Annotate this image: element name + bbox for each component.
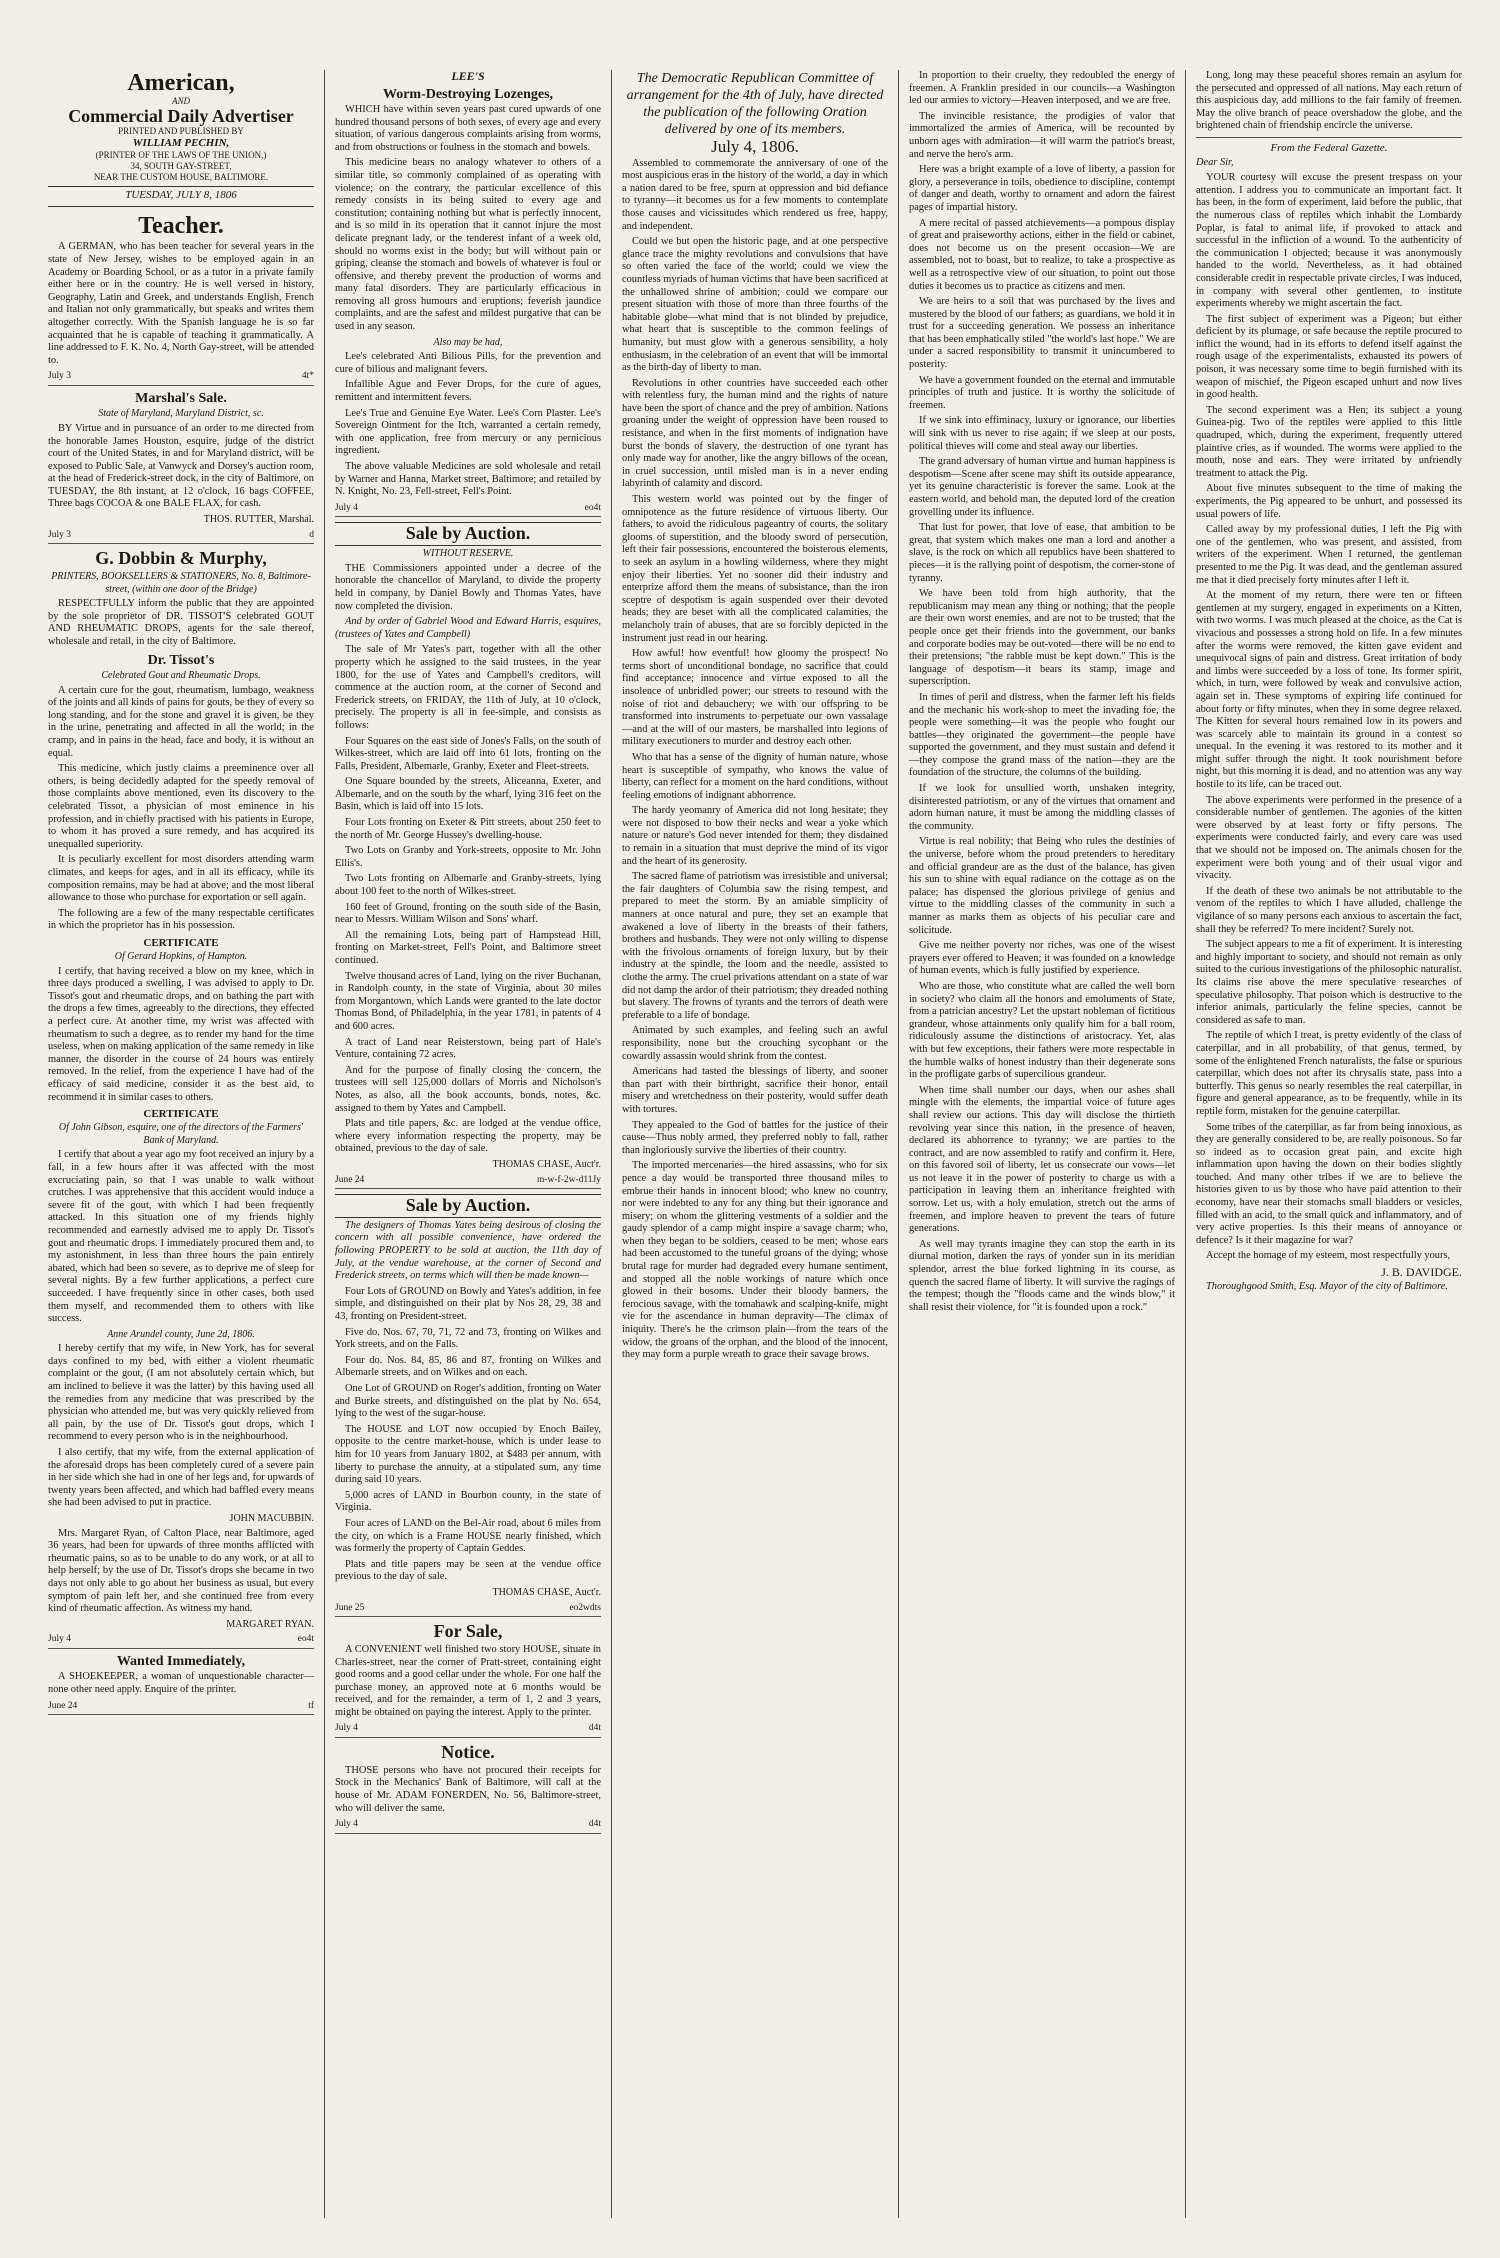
oration-date: July 4, 1806. [711,137,799,156]
oration-cont-p14: Give me neither poverty nor riches, was one of the wisest prayers ever offered to Heaven; it was founded on a knowledge of human events, which is fully justified by experience. [909,940,1175,977]
lozenges-body-1: WHICH have within seven years past cured upwards of one hundred thousand persons of both sexes, of every age and every situation, of various dangerous complaints arising from worms, and from obstructions or foulness in the stomach and bowels. [335,103,601,153]
lozenges-body-4: Infallible Ague and Fever Drops, for the cure of agues, remittent and intermittent fevers. [335,379,601,404]
auction-1-body-7: Two Lots fronting on Albemarle and Granby-streets, lying about 100 feet to the north of Wilkes-street. [335,873,601,898]
auction-1-date: June 24 [335,1174,365,1185]
tissot-body-1: A certain cure for the gout, rheumatism, lumbago, weakness of the joints and all kinds of pains for gouts, be they of every so long standing, and for the stone and gravel it is given, be they in the urine, penetrating and affected in all the world; in the cramp, and in pains in the head, face and body, it is without an equal. [48,684,314,759]
oration-cont-p10: We have been told from high authority, that the republicanism may mean any thing or nothing; that the people are their own worst enemies, and are not to be trusted; that the people once get their friends into the government, our banks and corporate bodies may be out-voted—there will be no end to their pretensions; "the rabble must be kept down." This is the language of despotism—it bears its stamp, image and superscription. [909,588,1175,688]
column-5 [1186,70,1472,2218]
oration-p5: How awful! how eventful! how gloomy the prospect! No terms short of unconditional bondage, no sacrifice that could find acceptance; innocence and virtue exposed to all the insolence of unbridled power; our streets to resound with the noise of riot and debauchery; we with our offspring to be transformed into instruments to perpetuate our own vassalage—and at the will of our masters, be marshalled into legions of military executioners to murder and destroy each other. [622,648,888,748]
auction-1-body-13: Plats and title papers, &c. are lodged at the vendue office, where every information respecting the property, may be obtained, previous to the day of sale. [335,1118,601,1155]
column-1 [38,70,325,2218]
oration-cont-p17: As well may tyrants imagine they can stop the earth in its diurnal motion, darken the rays of yonder sun in its meridian splendor, arrest the blue forked lightning in its course, as quench the sacred flame of liberty. It will survive the ragings of the tempest; though the "floods came and the winds blow," it shall resist their violence, for "it is founded upon a rock." [909,1238,1175,1313]
marshal-heading: Marshal's Sale. [135,390,227,406]
marshal-body: BY Virtue and in pursuance of an order to me directed from the honorable James Houston, esquire, judge of the district court of the United States, in and for Maryland district, will be exposed to Public Sale, at Vanwyck and Dorsey's auction room, at the head of Frederick-street dock, in the city of Baltimore, on TUESDAY, the 8th instant, at 12 o'clock, 16 bags COFFEE, Three bags COCOA & one BALE FLAX, for cash. [48,422,314,510]
auction-2-body-8: Four acres of LAND on the Bel-Air road, about 6 miles from the city, on which is a Frame HOUSE nearly finished, which was formerly the property of Captain Geddes. [335,1517,601,1555]
oration-cont-p11: In times of peril and distress, when the farmer left his fields and the mechanic his work-shop to meet the invading foe, the people were something—it was the people who fought our battles—they originated the government—the people have supported the government, and they must sustain and defend it—they compose the grand mass of the nation—they are the foundation of the structure, the columns of the building. [909,691,1175,779]
oration-cont-p13: Virtue is real nobility; that Being who rules the destinies of the universe, before whom the proud pretenders to hereditary and official grandeur are as the dust of the balance, has given his sun to shine with equal radiance on the cottage as on the palace; has dispensed the glorious privilege of genius and virtue to the middling classes of the community in such a manner as marks them as objects of his peculiar care and solicitude. [909,836,1175,936]
auction-1-body-10: Twelve thousand acres of Land, lying on the river Buchanan, in Randolph county, in the state of Virginia, about 30 miles from Morgantown, which Lands were granted to the late doctor Thomas Bond, of Philadelphia, in the year 1781, in patents of 4 and 600 acres. [335,970,601,1032]
auction-1-heading: Sale by Auction. [335,522,601,546]
oration-end-p1: Long, long may these peaceful shores remain an asylum for the persecuted and oppressed of all nations. May each return of this auspicious day, add millions to the fair family of freemen. May the olive branch of peace overshadow the globe, and the brightened chain of friendship encircle the universe. [1196,70,1462,132]
masthead-address: 34, SOUTH GAY-STREET, [130,161,232,171]
auction-1-body-3: Four Squares on the east side of Jones's Falls, on the south of Wilkes-street, which are laid off into 61 lots, fronting on the Falls, President, Albemarle, Granby, Exeter and Fleet-streets. [335,735,601,772]
oration-cont-p9: That lust for power, that love of ease, that ambition to be great, that system which makes one man a lord and another a slave, is the rock on which all republics have been shattered to pieces—it is the rallying point of despotism, the corner-stone of tyranny. [909,522,1175,584]
column-3 [612,70,899,2218]
certificate-2-heading: CERTIFICATE [143,1108,219,1121]
oration-cont-p15: Who are those, who constitute what are called the well born in society? who claim all the honors and emoluments of State, from a patrician ancestry? Let the upstart nobleman of fictitious grandeur, whose attainments only qualify him for a ball room, ridiculously assume the distinctions of aristocracy. Yet, alas with but few exceptions, their fathers were more respectable in the humble walks of honest industry than their degenerate sons in the profligate garbs of supercilious grandeur. [909,980,1175,1081]
auction-2-body-9: Plats and title papers may be seen at the vendue office previous to the day of sale. [335,1558,601,1583]
auction-1-code: m-w-f-2w-d11Jy [536,1174,601,1185]
oration-cont-p4: A mere recital of passed atchievements—a pompous display of great and praiseworthy actions, either in the field or cabinet, does not become us on the present occasion—We are assembled, not to boast, but to realize, to take a prospective as well as a retrospective view of our situation, to point out those duties it becomes us to practice as citizens and men. [909,217,1175,292]
lozenges-body-6: The above valuable Medicines are sold wholesale and retail by Warner and Hanna, Market street, Baltimore; and retailed by N. Knight, No. 23, Fell-street, Fell's Point. [335,461,601,498]
auction-2-heading: Sale by Auction. [335,1194,601,1218]
tissot-date-row [48,1633,314,1649]
certificate-1-body: I certify, that having received a blow on my knee, which in three days produced a swelling, I was advised to apply to Dr. Tissot's gout and rheumatic drops, and on bathing the part with the drops a few times, agreeably to the directions, they effected a perfect cure. At another time, my wrist was affected with rheumatism to such a degree, as to render my hand for the time useless, when on making application of the same remedy in like manner, the disorder in the course of 24 hours was entirely removed. In the relief, from the experience I have had of the efficacy of said medicine, consider it as the best aid, to recommend it in similar cases to others. [48,965,314,1103]
auction-2-code: eo2wdts [569,1602,601,1613]
forsale-heading: For Sale, [433,1621,503,1642]
certificate-1-heading: CERTIFICATE [143,936,219,949]
auction-1-body-4: One Square bounded by the streets, Aliceanna, Exeter, and Albemarle, and on the south by the wharf, lying 316 feet on the Basin, which is laid off into 15 lots. [335,776,601,813]
notice-code: d4t [588,1819,601,1830]
dobbin-sub: PRINTERS, BOOKSELLERS & STATIONERS, No. 8, Baltimore-street, (within one door of the Bridge) [51,571,311,595]
auction-2-body-4: Four do. Nos. 84, 85, 86 and 87, fronting on Wilkes and Albemarle streets, and on Wilkes and on each. [335,1354,601,1379]
certificate-5-body: Mrs. Margaret Ryan, of Calton Place, near Baltimore, aged 36 years, had been for upwards of three months afflicted with rheumatic pains, so as to be unable to do any work, or at all to help herself; by the use of Dr. Tissot's drops she became in two days not only able to go about her business as usual, but every symptom of pain left her, and she continued free from every kind of rheumatic affection. As witness my hand. [48,1527,314,1615]
auction-2-signer: THOMAS CHASE, Auct'r. [492,1586,601,1598]
tissot-heading: Dr. Tissot's [147,652,215,668]
auction-1-body-11: A tract of Land near Reisterstown, being part of Hale's Venture, containing 72 acres. [335,1036,601,1061]
letter-p8: The above experiments were performed in the presence of a considerable number of gentlemen. The agonies of the kitten were observed by at least forty or fifty persons. The experiments were conducted fairly, and every care was used that we should not be imposed on. The animals chosen for the experiment were both young and of their usual vigor and vivacity. [1196,794,1462,882]
oration-p1: Assembled to commemorate the anniversary of one of the most auspicious eras in the history of the world, a day in which a nation dared to be free, spurn at oppression and bid defiance to tyranny—it becomes us for a few moments to contemplate those causes and vicissitudes which rendered us free, happy, and independent. [622,157,888,232]
lozenges-date-row [335,502,601,518]
dobbin-heading: G. Dobbin & Murphy, [95,548,267,569]
tissot-body-4: The following are a few of the many respectable certificates in which the proprietor has in his possession. [48,907,314,932]
certificate-4-body: I also certify, that my wife, from the external application of the aforesaid drops has been completely cured of a severe pain in her side which she had in one of her legs and, for upwards of twenty years been affected, and which had baffled every means she had been advised to put in practice. [48,1447,314,1509]
auction-1-body-5: Four Lots fronting on Exeter & Pitt streets, about 250 feet to the north of Mr. George Hussey's dwelling-house. [335,817,601,841]
auction-1-body-1: THE Commissioners appointed under a decree of the honorable the chancellor of Maryland, to divide the property held in company, by Daniel Bowly and Thomas Yates, have now completed the division. [335,562,601,612]
letter-salutation: Dear Sir, [1196,156,1234,168]
tissot-date: July 4 [48,1634,71,1645]
auction-1-body-2: The sale of Mr Yates's part, together with all the other property which he assigned to the said trustees, in the year 1800, for the use of Yates and Campbell's creditors, will commence at the auction room, at the corner of Second and Frederick streets, on FRIDAY, the 11th of July, at 10 o'clock, precisely. The property is all in fee-simple, and consists as follows: [335,644,601,731]
lees-title: LEE'S [451,70,485,83]
certificate-2-sub: Of John Gibson, esquire, one of the directors of the Farmers' Bank of Maryland. [58,1122,304,1146]
auction-1-sub: WITHOUT RESERVE. [422,548,514,560]
forsale-date-row [335,1722,601,1738]
certificate-1-sub: Of Gerard Hopkins, of Hampton. [114,950,248,962]
auction-1-body-8: 160 feet of Ground, fronting on the south side of the Basin, near to Messrs. William Wilson and Sons' wharf. [335,901,601,926]
letter-source: From the Federal Gazette. [1270,141,1388,154]
oration-intro: The Democratic Republican Committee of arrangement for the 4th of July, have directed the publication of the following Oration delivered by one of its members. [626,71,884,137]
marshal-sub: State of Maryland, Maryland District, sc. [98,408,264,420]
oration-cont-p2: The invincible resistance, the prodigies of valor that immortalized the armies of America, will be recounted by unborn ages with admiration—it will warm the patriot's breast, and nerve the hero's arm. [909,110,1175,160]
letter-p6: Called away by my professional duties, I left the Pig with one of the gentlemen, who was present, and assisted, from writers of the experiment. When I returned, the gentleman presented to me the Pig. It was dead, and the gentleman assured me that it died precisely forty minutes after I left it. [1196,524,1462,586]
auction-2-body-7: 5,000 acres of LAND in Bourbon county, in the state of Virginia. [335,1489,601,1514]
letter-p10: The subject appears to me a fit of experiment. It is interesting and highly important to society, and should not remain as only suited to the curious investigations of the philosophic naturalist. Its claims rise above the mere speculative researches of speculative philosophy. That poison which is destructive to the inferior animals, particularly the feline species, cannot be considered as safe to man. [1196,939,1462,1026]
masthead-publisher: WILLIAM PECHIN, [132,137,230,149]
notice-date-row [335,1818,601,1834]
marshal-date-row [48,529,314,545]
wanted-date-row [48,1700,314,1716]
lozenges-code: eo4t [584,502,601,513]
tissot-body-2: This medicine, which justly claims a preeminence over all others, is being decidedly adapted for the speedy removal of those complaints above mentioned, even its discovery to the celebrated Tissot, a physician of most eminence in his profession, and in chiefly practised with his patients in Europe, to whom it has proved a sure remedy, and has acquired its unequalled superiority. [48,763,314,850]
divider [1196,137,1462,138]
teacher-body: A GERMAN, who has been teacher for several years in the state of New Jersey, wishes to be employed again in an Academy or Boarding School, or as a tutor in a private family either here or in the country. He is well versed in history, Geography, Latin and Greek, and understands English, French and Italian not only grammatically, but speaks and writes them altogether correctly. With the Spanish language he is so far acquainted that he is capable of teaching it grammatically. A line addressed to F. K. No. 4, North Gay-street, will be attended to. [48,241,314,366]
marshal-code: d [309,529,314,540]
letter-p4: The second experiment was a Hen; its subject a young Guinea-pig. Two of the reptiles were applied to this little quadruped, which, during the experiment, frequently uttered plaintive cries, as if wounded. The worms were applied to the mouth, nose and ears. They were irritated by unfriendly treatment to attack the Pig. [1196,404,1462,479]
letter-p11: The reptile of which I treat, is pretty evidently of the class of caterpillar, and in all probability, of that genus, termed, by some of the enlightened French naturalists, the false or spurious caterpillar, which does not after its chrysalis state, pass into a butterfly. This genus so nearly resembles the real caterpillar, in figure and general appearance, as to be frequently, while in its reptile form, mistaken for the genuine caterpillar. [1196,1030,1462,1117]
column-4 [899,70,1186,2218]
oration-cont-p16: When time shall number our days, when our ashes shall mingle with the elements, the impartial voice of future ages shall review our actions. This day will disclose the thirtieth revolving year since this nation, in the presence of heaven, declared its abhorrence to tyranny; we are parties to the contract, and are now assembled to ratify and confirm it. Here, on this favored soil of liberty, let us consecrate our vows—let us not leave it in the power of posterity to charge us with a participation in leaving them an inheritance freighted with sorrow. Let us, with a holy emulation, stretch out the arms of freemen, and implore heaven to prevent the tears of future generations. [909,1084,1175,1235]
masthead-date: TUESDAY, JULY 8, 1806 [48,186,314,202]
lozenges-heading: Worm-Destroying Lozenges, [382,86,554,102]
lozenges-body-2: This medicine bears no analogy whatever to others of a similar title, so commonly complained of as operating with violence; on the contrary, the particular excellence of this remedy consists in its being suited to every age and constitution; containing nothing but what is perfectly innocent, and is so mild in its operation that it cannot injure the most delicate pregnant lady, or the tenderest infant of a week old, should no worms exist in the body; but will without pain or griping, cleanse the stomach and bowels of whatever is foul or offensive, and thereby prevent the production of worms and many fatal disorders. They are particularly efficacious in removing all gross humours and eruptions; feverish jaundice complaints, and are the safest and mildest purgative that can be used in any season. [335,157,601,333]
oration-cont-p5: We are heirs to a soil that was purchased by the lives and mustered by the blood of our fathers; as guardians, we hold it in trust for a succeeding generation. We possess an inheritance that has been emphatically stiled "the world's last hope." We are under a sacred responsibility to transmit it unincumbered to posterity. [909,296,1175,371]
auction-2-date: June 25 [335,1602,365,1613]
oration-p6: Who that has a sense of the dignity of human nature, whose heart is susceptible of sympathy, who knows the value of liberty, can reflect for a moment on the hard conditions, without feeling emotions of indignant abhorrence. [622,751,888,801]
oration-p2: Could we but open the historic page, and at one perspective glance trace the mighty revolutions and convulsions that have so often varied the face of the world; could we view the countless myriads of human victims that have been sacrificed at the unhallowed shrine of ambition; could we compare our present situation with those of more than three fourths of the habitable globe—what mind that is not blinded by prejudice, what heart that is susceptible to the common feelings of humanity, but must glow with a generous sensibility, a holy enthusiasm, in the celebration of an event that will be immortal as the birth-day of liberty to man. [622,236,888,374]
oration-p9: Animated by such examples, and feeling such an awful responsibility, none but the crouching sycophant or the cowardly assassin would shrink from the contest. [622,1025,888,1062]
oration-p4: This western world was pointed out by the finger of omnipotence as the future residence of virtuous liberty. Our fathers, to avoid the ridiculous pageantry of courts, the solitary glooms of superstition, and the bloody sword of persecution, left their fair possessions, encountered the boisterous elements, to seek an asylum in a howling wilderness, where they might enjoy their liberties. Yet no sooner did their industry and enterprize afford them the means of subsistance, than the iron sceptre of despotism is again suspended over their devoted heads; they are beset with all the complicated calamities, the melancholy train of abuses, that are so forcibly depicted in the instrument just read in our hearing. [622,494,888,644]
auction-2-body-2: Four Lots of GROUND on Bowly and Yates's addition, in fee simple, and distinguished on their plat by Nos 28, 29, 38 and 43, fronting on President-street. [335,1285,601,1323]
teacher-heading: Teacher. [138,213,224,239]
letter-p13: Accept the homage of my esteem, most respectfully yours, [1206,1250,1451,1262]
oration-cont-p3: Here was a bright example of a love of liberty, a passion for glory, a perseverance in toils, obedience to discipline, contempt of danger and death, worthy to ornament and adorn the fairest pages of impartial history. [909,164,1175,213]
dobbin-body: RESPECTFULLY inform the public that they are appointed by the sole proprietor of DR. TISSOT'S celebrated GOUT AND RHEUMATIC DROPS, agents for the sale thereof, wholesale and retail, in the city of Baltimore. [48,598,314,648]
certificate-2-body: I certify that about a year ago my foot received an injury by a fall, in a few hours after it was affected with the most excruciating pain, so that I was unable to walk without crutches. I was apprehensive that this accident would induce a severe fit of the gout, with which I had been frequently attacked. In this situation one of my friends highly recommended and earnestly advised me to apply Dr. Tissot's gout and rheumatic drops. I immediately procured them and, to my astonishment, in less than three hours the pain entirely abated, which had been so severe, as to deprive me of sleep for several nights. By a few further applications, a perfect cure succeeded. I have frequently since in other cases, both used them myself, and recommended them to others with like success. [48,1149,314,1325]
auction-2-body-1: The designers of Thomas Yates being desirous of closing the concern with all possible convenience, have ordered the following PROPERTY to be sold at auction, the 11th day of July, at the vendue warehouse, at the corner of Second and Frederick streets, on terms which will then be made known— [335,1219,601,1282]
oration-p10: Americans had tasted the blessings of liberty, and sooner than part with their birthright, sacrifice their honor, entail misery and wretchedness on their posterity, would suffer death with tortures. [622,1066,888,1115]
teacher-date: July 3 [48,371,71,382]
oration-cont-p12: If we look for unsullied worth, unshaken integrity, disinterested patriotism, or any of the virtues that ornament and adorn human nature, it must be among the middling classes of the community. [909,783,1175,832]
letter-p7: At the moment of my return, there were ten or fifteen gentlemen at my surgery, engaged in experiments on a Kitten, with two worms. I was much pleased at the choice, as the Cat is vivacious and possesses a strong hold on life. In a few minutes after the worms were removed, the kitten gave evident and unequivocal signs of pain and distress. Great irritation of body and limbs were succeeded by a loss of tone. Its former spirit, which, in turn, were followed by weak and convulsive action, again set in. These symptoms of expiring life continued for about forty or fifty minutes, when they in some degree relaxed. The Kitten for several hours remained low in its powers and was scarcely able to maintain its ground in a contest so unequal. In the evening it was restored to its mother and it might suffer through the night. It took nourishment before night, but this morning it is dead, and no attention was any way hostile to its life, can be traced out. [1196,590,1462,791]
auction-1-order: And by order of Gabriel Wood and Edward Harris, esquires, (trustees of Yates and Campbell) [335,616,601,640]
oration-p3: Revolutions in other countries have succeeded each other with relentless fury, the human mind and the rights of nature have been the sport of chance and the prey of ambition. Nations groaning under the weight of oppression have been roused to resistance, and when in the first moments of indignation have burst the bonds of slavery, the destruction of one tyrant has only made way for another, like the angry billows of the ocean, in cruel succession, until misled man is in a never ending labyrinth of calamity and discord. [622,377,888,490]
signer-macubbin: JOHN MACUBBIN. [229,1513,314,1524]
wanted-date: June 24 [48,1700,78,1711]
auction-2-body-5: One Lot of GROUND on Roger's addition, fronting on Water and Burke streets, and distinguished on the plat by No. 654, lying to the west of the sugar-house. [335,1383,601,1420]
oration-p8: The sacred flame of patriotism was irresistible and universal; the fair daughters of Columbia saw the rising tempest, and prepared to meet the storm. By an amiable simplicity of manners at once natural and pure, they set an example that awakened a love of liberty in the breasts of their fathers, brothers and husbands. They were not only willing to dispense with the frivolous ornaments of foreign luxury, but by their industry at the spindle, the loom and the needle, assisted to clothe the army. The cruel privations attendant on a state of war did not damp the ardor of their patriotism; they dreaded nothing but slavery. The frowns of tyrants and the terrors of death were preferable to a life of bondage. [622,871,888,1021]
oration-cont-p8: The grand adversary of human virtue and human happiness is despotism—Scene after scene may shift its outside appearance, yet its genuine characteristic is forever the same. Look at the eastern world, and behold man, the deputed lord of the creation grovelling under its influence. [909,456,1175,518]
signer-ryan: MARGARET RYAN. [226,1618,314,1630]
oration-cont-p6: We have a government founded on the eternal and immutable principles of truth and justice. It is worthy the solicitude of freemen. [909,374,1175,411]
notice-body: THOSE persons who have not procured their receipts for Stock in the Mechanics' Bank of Baltimore, will call at the house of Mr. ADAM FONERDEN, No. 56, Baltimore-street, who will deliver the same. [335,1764,601,1814]
masthead [48,70,314,207]
letter-p2: YOUR courtesy will excuse the present trespass on your attention. I address you to communicate an important fact. It has been, in the form of experiment, laid before the public, that the numerous class of reptiles which inhabit the Lombardy Poplar, is fatal to animal life, if provoked to attack and successful in the infliction of a wound. To the authenticity of the communication I objected; because it was anonymously handed to the world. Nevertheless, as it had obtained considerable credit in respectable private circles, I was induced, in company with several other gentlemen, to institute experiments whereby we might ascertain the fact. [1196,172,1462,310]
column-2 [325,70,612,2218]
lozenges-also: Also may be had, [433,336,503,348]
masthead-near: NEAR THE CUSTOM HOUSE, BALTIMORE. [93,172,269,182]
notice-heading: Notice. [441,1742,495,1763]
auction-2-body-3: Five do. Nos. 67, 70, 71, 72 and 73, fronting on Wilkes and York streets, and on the Falls. [335,1326,601,1351]
masthead-and: AND [172,96,190,106]
wanted-heading: Wanted Immediately, [116,1653,246,1669]
marshal-signer: THOS. RUTTER, Marshal. [203,514,314,526]
letter-addressee: Thoroughgood Smith, Esq. Mayor of the city of Baltimore. [1206,1280,1448,1292]
tissot-body-3: It is peculiarly excellent for most disorders attending warm climates, and keeps for ages, and in all its efficacy, while its composition remains, may be had at above; and the most liberal allowance to those who purchase for exportation or sell again. [48,854,314,904]
masthead-printer-line: (PRINTER OF THE LAWS OF THE UNION,) [95,150,267,160]
lozenges-date: July 4 [335,502,358,513]
forsale-body: A CONVENIENT well finished two story HOUSE, situate in Charles-street, near the corner of Pratt-street, containing eight good rooms and a good cellar under the whole. For one half the purchase money, an approved note at 6 months would be received, and for the remainder, a term of 1, 2 and 3 years, might be obtained on paying the interest. Apply to the printer. [335,1643,601,1718]
oration-cont-p7: If we sink into effiminacy, luxury or ignorance, our liberties will sink with us never to rise again; if we sleep at our posts, political thieves will come and steal away our liberties. [909,415,1175,452]
teacher-date-row [48,370,314,386]
auction-1-body-6: Two Lots on Granby and York-streets, opposite to Mr. John Ellis's. [335,845,601,869]
letter-p5: About five minutes subsequent to the time of making the experiments, the Pig appeared to be unhurt, and possessed its usual powers of life. [1196,483,1462,520]
oration-p11: They appealed to the God of battles for the justice of their cause—Thus nobly armed, they preferred nobly to fall, rather than ingloriously survive the liberties of their country. [622,1119,888,1156]
letter-p3: The first subject of experiment was a Pigeon; but either deficient by its plumage, or safe because the reptile procured to inflict the wound, had in its efforts to defend itself against the rough usage of the experimentalists, exhausted its powers of poison, it was necessary some time to begin furnished with its weapon of mischief, the Pigeon escaped unhurt and now lives in good health. [1196,313,1462,401]
tissot-code: eo4t [297,1634,314,1645]
oration-cont-p1: In proportion to their cruelty, they redoubled the energy of freemen. A Franklin presided in our councils—a Washington led our armies to victory—Heaven interposed, and we are free. [909,70,1175,107]
certificate-3-body: I hereby certify that my wife, in New York, has for several days confined to my bed, with either a violent rheumatic complaint or the gout, (I am not absolutely certain which, but am inclined to believe it was the latter) by this having used all the remedies from any medicine that was prescribed by the physician who attended me, but was very quickly relieved from all pain, by the use of Dr. Tissot's gout drops, which I recommend to every person who is in the neighbourhood. [48,1343,314,1443]
wanted-code: tf [308,1700,314,1711]
auction-1-date-row [335,1174,601,1190]
lozenges-body-5: Lee's True and Genuine Eye Water. Lee's Corn Plaster. Lee's Sovereign Ointment for the Itch, warranted a certain remedy, with one application, free from mercury or any pernicious ingredient. [335,407,601,457]
letter-p9: If the death of these two animals be not attributable to the venom of the reptiles to which I have alluded, challenge the vigilance of so many persons each anxious to ascertain the fact, shall they be referred? To mere incident? Surely not. [1196,885,1462,935]
masthead-printed-by: PRINTED AND PUBLISHED BY [118,126,244,136]
auction-1-signer: THOMAS CHASE, Auct'r. [492,1158,601,1170]
oration-p12: The imported mercenaries—the hired assassins, who for six pence a day would be transported three thousand miles to embrue their hands in innocent blood; who knew no country, nor were indebted to any for any thing but their ignorance and misery; on whom the glittering vestments of a soldier and the gaudy splendor of a camp might inspire a savage charm; who, when they began to be soldiers, ceased to be men; whose ears had been accustomed to the tuneful groans of the dying; whose brutal rage for murder had degraded every humane sentiment, and stopped all the noble workings of nature which once glowed in their bosoms. Under their bloody banners, the ferocious savage, with the tomahawk and scalping-knife, might vie for the ascendance in human depravity—The climax of iniquity. There's he the crimson plain—from the tears of the widow, the groans of the orphan, and the blood of the innocent, they may form a purple wreath to grace their savage brows. [622,1160,888,1361]
forsale-code: d4t [588,1723,601,1734]
letter-signer: J. B. DAVIDGE. [1381,1265,1462,1280]
auction-2-date-row [335,1602,601,1618]
wanted-body: A SHOEKEEPER, a woman of unquestionable character—none other need apply. Enquire of the printer. [48,1671,314,1695]
certificate-2-place: Anne Arundel county, June 2d, 1806. [107,1328,255,1340]
auction-2-body-6: The HOUSE and LOT now occupied by Enoch Bailey, opposite to the centre market-house, which is under lease to him for 10 years from January 1802, at $483 per annum, with liberty to purchase the annuity, at a stipulated sum, any time during said 10 years. [335,1423,601,1486]
marshal-date: July 3 [48,529,71,540]
teacher-code: 4t* [301,371,314,382]
oration-p7: The hardy yeomanry of America did not long hesitate; they were not disposed to bow their necks and wear a yoke which nature or nature's God never intended for them; they disdained to remain in a situation that must deprive the mind of its vigor and the heart of its generosity. [622,805,888,867]
tissot-sub: Celebrated Gout and Rheumatic Drops. [101,670,261,681]
masthead-subtitle: Commercial Daily Advertiser [68,106,294,126]
auction-1-body-12: And for the purpose of finally closing the concern, the trustees will sell 125,000 dollars of Morris and Nicholson's Notes, as also, all the book accounts, bonds, notes, &c. assigned to them by Yates and Campbell. [335,1064,601,1114]
lozenges-body-3: Lee's celebrated Anti Bilious Pills, for the prevention and cure of bilious and malignant fevers. [335,351,601,375]
columns [38,70,1472,2218]
letter-p12: Some tribes of the caterpillar, as far from being innoxious, as they are generally considered to be, are really poisonous. So far so indeed as to occasion great pain, and excite high inflammation upon having the down on their bodies slightly touched. And many other tribes if we are to believe the histories given to us by those who have paid attention to their economy, have near their stomachs small bladders or vesicles, filled with an acid, to the small quick and inflammatory, and of very active properties. Is this their means of annoyance or defence? Is it their magazine for war? [1196,1121,1462,1246]
forsale-date: July 4 [335,1723,358,1734]
auction-1-body-9: All the remaining Lots, being part of Hampstead Hill, fronting on Market-street, Fell's Point, and Baltimore street continued. [335,929,601,966]
notice-date: July 4 [335,1819,358,1830]
masthead-title: American, [127,70,235,96]
